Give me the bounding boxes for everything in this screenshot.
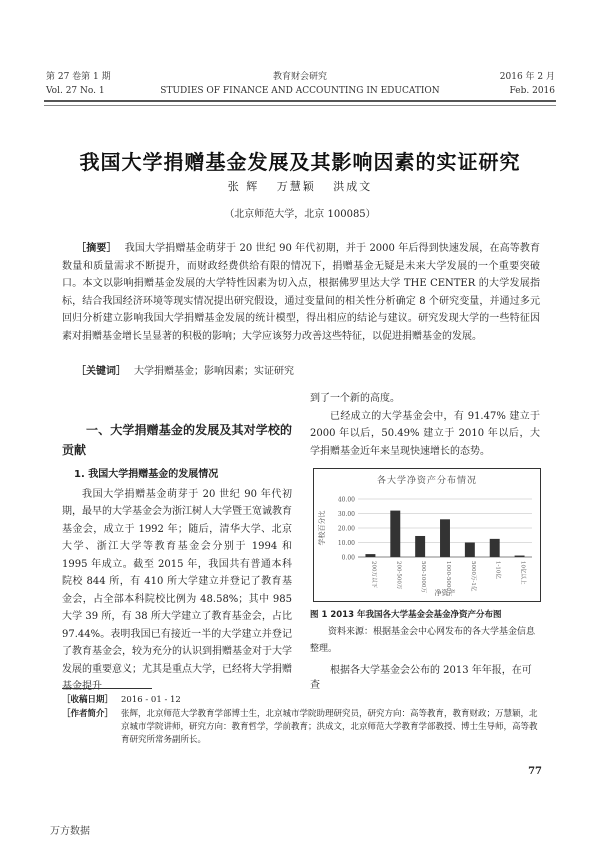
y-tick-label: 0.00 [341, 554, 355, 562]
bar [415, 536, 425, 557]
x-tick-label: 10亿以上 [519, 561, 526, 585]
volume-en: Vol. 27 No. 1 [46, 86, 105, 96]
paper-title: 我国大学捐赠基金发展及其影响因素的实证研究 [79, 150, 521, 174]
x-tick-label: 1000-5000万 [445, 561, 451, 597]
bar [390, 511, 400, 557]
y-axis-label: 学校百分比 [318, 510, 326, 546]
y-tick-label: 10.00 [337, 540, 355, 547]
y-tick-label: 20.00 [337, 525, 355, 533]
chart-title: 各大学净资产分布情况 [376, 476, 477, 486]
bar-chart [314, 469, 540, 601]
bar [440, 519, 450, 557]
author-2: 万慧颖 [276, 180, 316, 193]
footnote-rule [62, 688, 152, 689]
received-value: 2016 - 01 - 12 [121, 695, 181, 705]
x-tick-label: 500-1000万 [420, 561, 427, 593]
date-cn: 2016 年 2 月 [499, 72, 555, 82]
x-tick-label: 5000万-1亿 [469, 561, 476, 592]
keywords-label: ［关键词］ [76, 366, 126, 377]
keywords-text: 大学捐赠基金；影响因素；实证研究 [134, 366, 294, 377]
right-column [310, 390, 540, 460]
journal-date [500, 70, 555, 98]
journal-name-en: STUDIES OF FINANCE AND ACCOUNTING IN EDUCATION [160, 86, 440, 96]
received-label: ［收稿日期］ [62, 695, 114, 705]
author-3: 洪成文 [333, 180, 373, 193]
watermark: 万方数据 [50, 826, 90, 837]
keywords [76, 362, 294, 377]
author-bio-label: ［作者简介］ [62, 709, 114, 719]
figure-1-chart [313, 468, 541, 602]
abstract [62, 240, 540, 345]
header-rule [44, 100, 556, 106]
figure-caption: 图 1 2013 年我国各大学基金会基金净资产分布图 [310, 610, 502, 620]
continuation-text: 到了一个新的高度。 [310, 393, 400, 404]
affiliation: （北京师范大学，北京 100085） [224, 209, 376, 220]
section-heading: 一、大学捐赠基金的发展及其对学校的贡献 [62, 423, 292, 457]
x-tick-label: 200万以下 [370, 561, 377, 588]
body-paragraph: 我国大学捐赠基金萌芽于 20 世纪 90 年代初期，最早的大学基金会为浙江树人大学暨王宽诚教育基金会，成立于 1992 年；随后，清华大学、北京大学、浙江大学等教育基金会分别于 1994 和 1995 年成立。截至 2015 年，我国共有普通本科院校 844 所，有 410 所大学建立并登记了教育基金会，占全部本科院校比例为 48.58%；其中 985 大学 39 所，有 38 所大学建立了教育基金会，占比 97.44%。表明我国已有接近一半的大学建立并登记了教育基金会，较为充分的认识到捐赠基金对于大学发展的重要意义；尤其是重点大学，已经将大学捐赠基金提升 [62, 488, 292, 692]
figure-source: 资料来源：根据基金会中心网发布的各大学基金信息整理。 [310, 627, 536, 654]
abstract-text: 我国大学捐赠基金萌芽于 20 世纪 90 年代初期，并于 2000 年后得到快速发展，在高等教育数量和质量需求不断提升，而财政经费供给有限的情况下，捐赠基金无疑是未来大学发展的一个重要突破口。本文以影响捐赠基金发展的大学特性因素为切入点，根据佛罗里达大学 THE CENTER 的大学发展指标，结合我国经济环境等现实情况提出研究假设，通过变量间的相关性分析确定 8 个研究变量，并通过多元回归分析建立影响我国大学捐赠基金发展的统计模型，得出相应的结论与建议。研究发现大学的一些特征因素对捐赠基金增长呈显著的积极的影响；大学应该努力改善这些特征，以促进捐赠基金的发展。 [62, 243, 540, 342]
left-column [62, 420, 292, 696]
abstract-label: ［摘要］ [76, 243, 117, 254]
author-1: 张 辉 [227, 180, 260, 193]
author-bio-text: 张辉，北京师范大学教育学部博士生，北京城市学院助理研究员，研究方向：高等教育，教育财政；万慧颖，北京城市学院讲师，研究方向：教育哲学，学前教育；洪成文，北京师范大学教育学部教授、博士生导师，高等教育研究所常务副所长。 [121, 709, 538, 745]
x-tick-label: 1-10亿 [494, 561, 501, 579]
date-en: Feb. 2016 [509, 86, 555, 96]
bar [515, 556, 525, 557]
x-tick-label: 200-500万 [395, 561, 402, 590]
author-bio [62, 708, 542, 747]
x-axis-label: 净资产 [434, 589, 456, 597]
author-list [0, 178, 600, 194]
volume-cn: 第 27 卷第 1 期 [46, 72, 111, 82]
body-paragraph-3: 根据各大学基金会公布的 2013 年年报，在可查 [310, 665, 532, 691]
subsection-heading: 1. 我国大学捐赠基金的发展情况 [74, 469, 219, 480]
bar [465, 543, 475, 558]
y-tick-label: 30.00 [337, 511, 355, 518]
page-number: 77 [528, 766, 542, 777]
y-tick-label: 40.00 [337, 496, 355, 504]
journal-name-cn: 教育财会研究 [272, 72, 327, 82]
body-paragraph-2: 已经成立的大学基金会中，有 91.47% 建立于 2000 年以后，50.49% 建立于 2010 年以后，大学捐赠基金近年来呈现快速增长的态势。 [310, 410, 540, 457]
received-date [62, 694, 542, 707]
bar [365, 554, 375, 557]
bar [490, 539, 500, 557]
